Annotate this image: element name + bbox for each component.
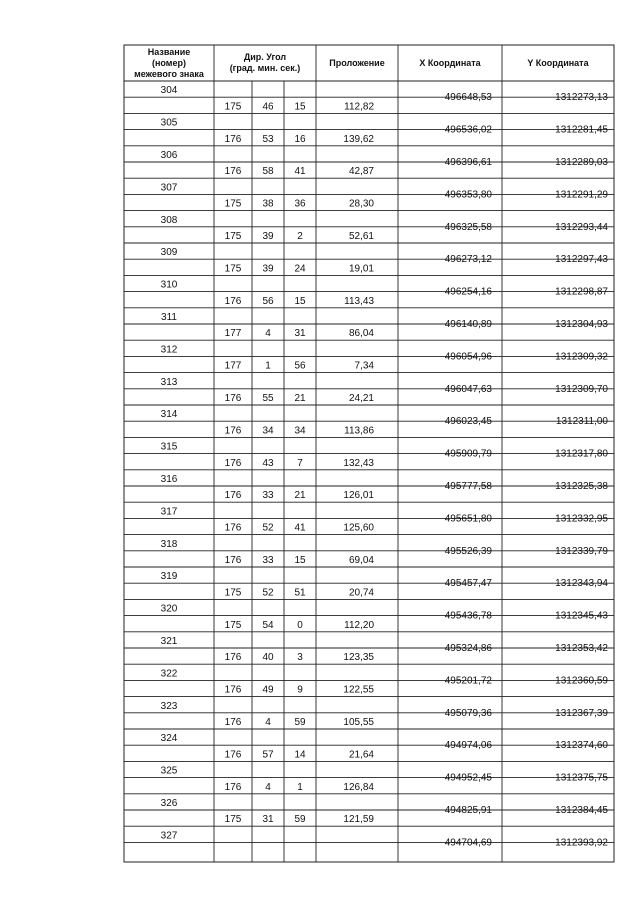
segment-length: 24,21 (348, 393, 374, 404)
segment-length: 139,62 (343, 133, 374, 145)
point-x: 496047,63 (444, 383, 492, 395)
segment-seconds: 59 (294, 814, 306, 826)
point-y: 1312311,00 (555, 416, 608, 428)
point-y: 1312374,60 (555, 740, 608, 752)
segment-seconds: 36 (294, 198, 306, 210)
segment-minutes: 40 (262, 652, 274, 664)
segment-degrees: 176 (224, 425, 242, 437)
segment-degrees: 175 (224, 814, 242, 826)
header-angle-line-2: (град. мин. сек.) (229, 63, 301, 73)
point-x: 495324,86 (444, 643, 492, 654)
point-x: 496396,61 (444, 157, 492, 168)
segment-seconds: 15 (294, 101, 306, 113)
segment-degrees: 177 (224, 360, 242, 372)
segment-length: 21,64 (348, 749, 374, 761)
segment-minutes: 1 (265, 360, 271, 372)
point-x: 495436,78 (444, 610, 492, 622)
segment-seconds: 9 (297, 684, 303, 696)
segment-minutes: 52 (262, 522, 274, 534)
segment-degrees: 176 (224, 457, 242, 469)
segment-length: 132,43 (343, 457, 374, 469)
segment-seconds: 59 (294, 717, 306, 728)
segment-minutes: 33 (262, 490, 274, 502)
point-name: 322 (160, 668, 178, 680)
segment-minutes: 39 (262, 263, 274, 275)
point-y: 1312291,29 (555, 189, 608, 201)
segment-degrees: 175 (224, 263, 242, 275)
segment-length: 19,01 (348, 263, 374, 275)
point-y: 1312367,39 (555, 707, 608, 719)
point-y: 1312297,43 (555, 254, 608, 266)
segment-seconds: 21 (294, 393, 306, 404)
segment-degrees: 176 (224, 717, 242, 728)
segment-degrees: 176 (224, 490, 242, 502)
segment-length: 86,04 (348, 328, 374, 340)
point-y: 1312393,92 (555, 837, 608, 849)
point-x: 496054,96 (444, 351, 492, 363)
segment-degrees: 176 (224, 295, 242, 307)
segment-seconds: 14 (294, 749, 306, 761)
point-y: 1312273,13 (555, 92, 608, 104)
segment-seconds: 34 (294, 425, 306, 437)
point-x: 495457,47 (444, 578, 492, 590)
segment-seconds: 1 (297, 781, 303, 793)
segment-length: 69,04 (348, 555, 374, 566)
header-length: Проложение (329, 58, 385, 68)
segment-length: 105,55 (343, 717, 374, 728)
segment-degrees: 176 (224, 652, 242, 664)
segment-seconds: 24 (294, 263, 306, 275)
segment-seconds: 15 (294, 555, 306, 566)
point-x: 494974,06 (444, 740, 492, 752)
segment-length: 126,01 (343, 490, 374, 502)
segment-seconds: 15 (294, 295, 306, 307)
segment-seconds: 41 (294, 522, 306, 534)
segment-minutes: 53 (262, 133, 274, 145)
segment-length: 122,55 (343, 684, 374, 696)
segment-seconds: 21 (294, 490, 306, 502)
point-x: 494952,45 (444, 772, 492, 784)
segment-seconds: 31 (294, 328, 306, 340)
point-y: 1312332,95 (555, 513, 608, 525)
segment-length: 42,87 (348, 166, 374, 178)
segment-length: 113,43 (344, 295, 374, 307)
segment-degrees: 176 (224, 393, 242, 404)
segment-degrees: 176 (224, 133, 242, 145)
point-y: 1312298,87 (555, 286, 608, 298)
segment-minutes: 49 (262, 684, 274, 696)
point-name: 327 (160, 830, 178, 842)
segment-degrees: 176 (224, 749, 242, 761)
point-y: 1312339,79 (555, 545, 608, 557)
segment-minutes: 58 (262, 166, 274, 178)
segment-length: 112,82 (344, 101, 374, 113)
point-y: 1312309,32 (555, 351, 608, 363)
segment-minutes: 33 (262, 555, 274, 566)
point-name: 312 (160, 344, 178, 356)
point-x: 495651,80 (444, 513, 492, 525)
point-name: 325 (160, 765, 178, 777)
point-y: 1312317,80 (555, 448, 608, 460)
point-name: 307 (160, 182, 178, 194)
point-name: 309 (160, 247, 178, 259)
segment-degrees: 176 (224, 522, 242, 534)
segment-minutes: 34 (262, 425, 274, 437)
point-x: 496325,58 (444, 221, 492, 233)
point-x: 496254,16 (444, 286, 492, 298)
segment-minutes: 54 (262, 619, 274, 631)
point-name: 326 (160, 798, 178, 809)
segment-seconds: 0 (297, 619, 303, 631)
segment-length: 121,59 (343, 814, 374, 826)
segment-length: 112,20 (344, 619, 374, 631)
segment-length: 126,84 (343, 781, 374, 793)
segment-seconds: 3 (297, 652, 303, 664)
point-name: 321 (160, 636, 178, 647)
point-name: 318 (160, 538, 178, 550)
point-name: 308 (160, 214, 178, 226)
segment-length: 123,35 (343, 652, 374, 664)
segment-minutes: 55 (262, 393, 274, 404)
point-name: 306 (160, 150, 178, 161)
point-y: 1312345,43 (555, 610, 608, 622)
point-y: 1312384,45 (555, 805, 608, 816)
segment-length: 113,86 (344, 425, 374, 437)
segment-degrees: 175 (224, 619, 242, 631)
segment-degrees: 177 (224, 328, 242, 340)
segment-minutes: 57 (262, 749, 274, 761)
point-name: 323 (160, 700, 178, 712)
segment-length: 52,61 (348, 231, 374, 242)
header-y-coordinate: Y Координата (527, 58, 589, 68)
point-y: 1312325,38 (555, 481, 608, 492)
point-name: 324 (160, 733, 178, 745)
point-y: 1312360,59 (555, 675, 608, 687)
segment-seconds: 56 (294, 360, 306, 372)
point-x: 496648,53 (444, 92, 492, 104)
point-y: 1312343,94 (555, 578, 608, 590)
point-name: 310 (160, 279, 178, 291)
point-name: 304 (160, 85, 178, 97)
point-x: 495777,58 (444, 481, 492, 492)
point-x: 496536,02 (444, 124, 492, 136)
point-name: 316 (160, 474, 178, 485)
point-name: 319 (160, 571, 178, 583)
segment-degrees: 176 (224, 555, 242, 566)
point-x: 494704,69 (444, 837, 492, 849)
header-name-line-3: межевого знака (134, 69, 204, 79)
segment-seconds: 2 (297, 231, 303, 242)
segment-seconds: 16 (294, 133, 306, 145)
segment-seconds: 51 (294, 587, 306, 599)
point-name: 314 (160, 409, 178, 421)
point-y: 1312309,70 (555, 383, 608, 395)
segment-degrees: 175 (224, 231, 242, 242)
point-y: 1312289,03 (555, 157, 608, 168)
point-name: 315 (160, 441, 178, 453)
segment-minutes: 52 (262, 587, 274, 599)
point-x: 496023,45 (444, 416, 492, 428)
segment-seconds: 7 (297, 457, 303, 469)
segment-length: 20,74 (348, 587, 374, 599)
segment-length: 28,30 (348, 198, 374, 210)
segment-minutes: 43 (262, 457, 274, 469)
point-y: 1312281,45 (555, 124, 608, 136)
header-x-coordinate: X Координата (419, 58, 481, 68)
segment-degrees: 175 (224, 198, 242, 210)
segment-degrees: 176 (224, 684, 242, 696)
point-y: 1312293,44 (555, 221, 608, 233)
header-name-line-2: (номер) (152, 58, 186, 68)
segment-minutes: 38 (262, 198, 274, 210)
segment-minutes: 4 (265, 781, 271, 793)
segment-minutes: 4 (265, 328, 271, 340)
point-y: 1312304,93 (555, 319, 608, 330)
point-x: 495526,39 (444, 545, 492, 557)
segment-degrees: 175 (224, 101, 242, 113)
segment-length: 7,34 (354, 360, 374, 372)
segment-minutes: 46 (262, 101, 274, 113)
segment-minutes: 31 (262, 814, 274, 826)
point-name: 317 (160, 506, 178, 518)
header-angle-line-1: Дир. Угол (243, 52, 287, 62)
segment-degrees: 176 (224, 166, 242, 178)
point-name: 305 (160, 117, 178, 129)
point-y: 1312375,75 (555, 772, 608, 784)
point-x: 495909,79 (444, 448, 492, 460)
point-x: 496273,12 (444, 254, 492, 266)
segment-minutes: 39 (262, 231, 274, 242)
point-x: 495079,36 (444, 707, 492, 719)
segment-degrees: 176 (224, 781, 242, 793)
segment-degrees: 175 (224, 587, 242, 599)
point-x: 494825,91 (444, 805, 492, 816)
segment-minutes: 56 (262, 295, 274, 307)
point-x: 496353,80 (444, 189, 492, 201)
point-x: 496140,89 (444, 319, 492, 330)
segment-minutes: 4 (265, 717, 271, 728)
point-name: 311 (161, 312, 177, 323)
header-name-line-1: Название (147, 47, 191, 57)
segment-length: 125,60 (343, 522, 374, 534)
point-x: 495201,72 (444, 675, 492, 687)
point-name: 313 (160, 376, 178, 388)
point-name: 320 (160, 603, 178, 615)
point-y: 1312353,42 (555, 643, 608, 654)
segment-seconds: 41 (294, 166, 306, 178)
